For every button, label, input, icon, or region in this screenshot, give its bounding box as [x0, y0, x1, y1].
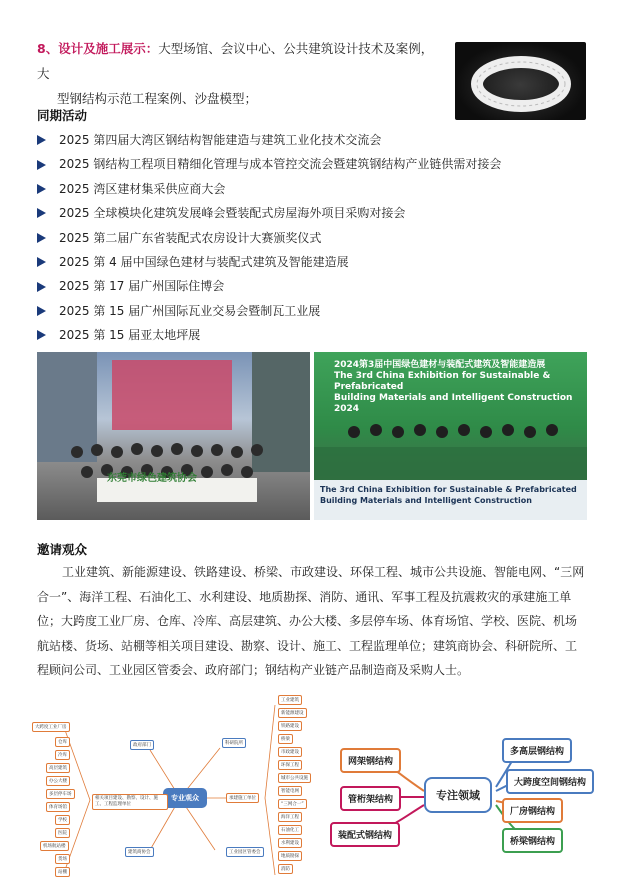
mindmap-node: 政府部门 [130, 740, 154, 750]
triangle-bullet-icon [37, 233, 46, 243]
event-label: 2025 湾区建材集采供应商大会 [59, 181, 226, 196]
event-label: 2025 第 4 届中国绿色建材与装配式建筑及智能建造展 [59, 254, 349, 269]
event-label: 2025 全球模块化建筑发展峰会暨装配式房屋海外项目采购对接会 [59, 206, 406, 221]
focus-node: 厂房钢结构 [502, 798, 563, 823]
mindmap-node: 相关项目建设、勘察、设计、施工、工程监理单位 [92, 794, 168, 810]
mindmap-node: 医院 [55, 828, 70, 838]
invite-paragraph: 工业建筑、新能源建设、铁路建设、桥梁、市政建设、环保工程、城市公共设施、智能电网、“三网合一”、海洋工程、石油化工、水利建设、地质勘探、消防、通讯、军事工程及抗震救灾的承建施工单位；大跨度工业厂房、仓库、冷库、高层建筑、办公大楼、多层停车场、体育场馆、学校、医院、机场航站楼、货场、站棚等相关项目建设、勘察、设计、施工、工程监理单位；建筑商协会、科研院所、工程顾问公司、工业园区管委会、政府部门；钢结构产业链产品制造商及采购人士。 [37, 565, 585, 677]
event-label: 2025 钢结构工程项目精细化管理与成本管控交流会暨建筑钢结构产业链供需对接会 [59, 157, 502, 172]
event-label: 2025 第 15 届亚太地坪展 [59, 328, 201, 343]
mindmap-node: “三网合一” [278, 799, 307, 809]
focus-node: 大跨度空间钢结构 [506, 769, 594, 794]
triangle-bullet-icon [37, 282, 46, 292]
mindmap-node: 地质勘探 [278, 851, 302, 861]
mindmap-node: 市政建设 [278, 747, 302, 757]
mindmap-node: 多层停车场 [46, 789, 75, 799]
sculpture-photo [455, 42, 586, 120]
focus-node: 多高层钢结构 [502, 738, 572, 763]
focus-node: 管桁架结构 [340, 786, 401, 811]
mindmap-node: 承建施工单位 [226, 793, 259, 803]
expo-banner-english [314, 480, 587, 520]
events-list [37, 128, 597, 348]
mindmap-node: 桥梁 [278, 734, 293, 744]
group-photo-1 [37, 352, 310, 520]
banner-line: Building Materials and Intelligent Construction [320, 496, 532, 505]
association-sign: 东莞市绿色建筑协会 [107, 473, 197, 484]
list-item [37, 177, 597, 201]
mindmap-node: 铁路建设 [278, 721, 302, 731]
mindmap-node: 海洋工程 [278, 812, 302, 822]
triangle-bullet-icon [37, 330, 46, 340]
mindmap-node: 工业建筑 [278, 695, 302, 705]
mindmap-node: 站棚 [55, 867, 70, 877]
list-item [37, 250, 597, 274]
event-label: 2025 第 15 届广州国际瓦业交易会暨制瓦工业展 [59, 303, 321, 318]
section-8-heading: 8、设计及施工展示： [37, 41, 159, 56]
mindmap-node: 科研院所 [222, 738, 246, 748]
triangle-bullet-icon [37, 306, 46, 316]
list-item [37, 201, 597, 225]
mindmap-node: 环保工程 [278, 760, 302, 770]
mindmap-node: 城市公共设施 [278, 773, 311, 783]
mindmap-node: 机场航站楼 [40, 841, 69, 851]
mindmap-node: 货场 [55, 854, 70, 864]
list-item [37, 323, 597, 347]
section-8 [37, 36, 437, 111]
section-8-line2: 型钢结构示范工程案例、沙盘模型； [57, 91, 258, 106]
banner-line: The 3rd China Exhibition for Sustainable & Prefabricated [320, 485, 577, 494]
banner-line: 2024第3届中国绿色建材与装配式建筑及智能建造展 [334, 360, 546, 370]
banner-line: Building Materials and Intelligent Construction 2024 [334, 393, 573, 414]
triangle-bullet-icon [37, 257, 46, 267]
focus-node: 装配式钢结构 [330, 822, 400, 847]
mindmap-node: 工业园区管委会 [226, 847, 264, 857]
mindmap-node: 高层建筑 [46, 763, 70, 773]
mindmap-node: 消防 [278, 864, 293, 874]
events-heading: 同期活动 [37, 108, 88, 123]
mindmap-center: 专业观众 [163, 788, 207, 808]
mindmap-node: 水利建设 [278, 838, 302, 848]
focus-center: 专注领域 [424, 777, 492, 813]
list-item [37, 226, 597, 250]
focus-node: 网架钢结构 [340, 748, 401, 773]
mindmap-node: 学校 [55, 815, 70, 825]
mindmap-node: 大跨度工业厂房 [32, 722, 70, 732]
mindmap-node: 冷库 [55, 750, 70, 760]
list-item [37, 299, 597, 323]
focus-node: 桥梁钢结构 [502, 828, 563, 853]
mindmap-node: 办公大楼 [46, 776, 70, 786]
list-item [37, 274, 597, 298]
banner-line: The 3rd China Exhibition for Sustainable & Prefabricated [334, 371, 551, 392]
audience-mindmap [30, 690, 308, 878]
mindmap-node: 仓库 [55, 737, 70, 747]
event-label: 2025 第二届广东省装配式农房设计大赛颁奖仪式 [59, 230, 322, 245]
mindmap-node: 建筑商协会 [125, 847, 154, 857]
invite-heading: 邀请观众 [37, 542, 88, 557]
mindmap-node: 石油化工 [278, 825, 302, 835]
event-label: 2025 第四届大湾区钢结构智能建造与建筑工业化技术交流会 [59, 133, 382, 147]
triangle-bullet-icon [37, 208, 46, 218]
mindmap-node: 体育场馆 [46, 802, 70, 812]
focus-mindmap [320, 705, 588, 860]
list-item [37, 128, 597, 152]
mindmap-node: 新能源建设 [278, 708, 307, 718]
list-item [37, 152, 597, 176]
mindmap-node: 智能电网 [278, 786, 302, 796]
triangle-bullet-icon [37, 184, 46, 194]
triangle-bullet-icon [37, 160, 46, 170]
triangle-bullet-icon [37, 135, 46, 145]
group-photo-2 [314, 352, 587, 520]
event-label: 2025 第 17 届广州国际住博会 [59, 279, 225, 294]
section-8-line1: 大型场馆、会议中心、公共建筑设计技术及案例，大 [37, 41, 434, 81]
